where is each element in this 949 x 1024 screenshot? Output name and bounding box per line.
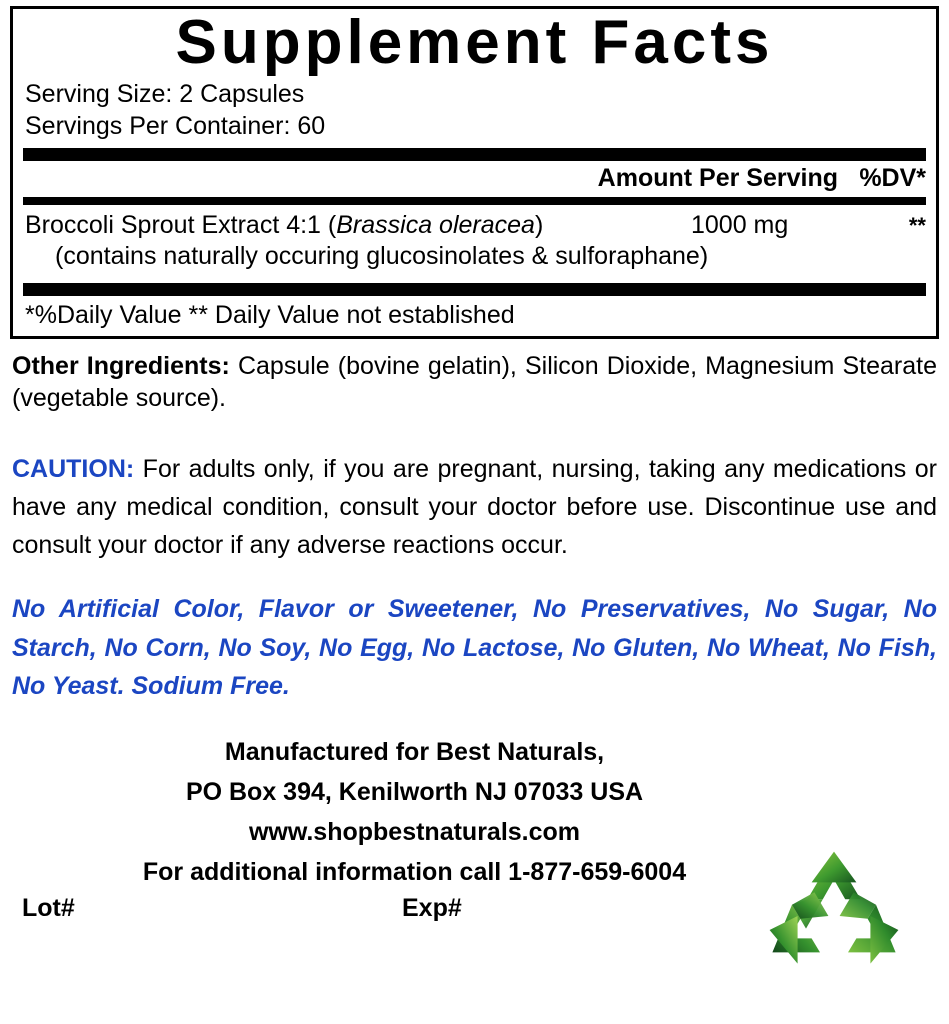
divider-thick-bottom (23, 283, 926, 296)
ingredient-name-latin: Brassica oleracea (336, 211, 535, 240)
amount-header-row (23, 161, 926, 197)
manufacturer-line-1: Manufactured for Best Naturals, (224, 737, 605, 766)
daily-value-header: %DV* (859, 164, 926, 193)
servings-per-container-text: Servings Per Container: 60 (25, 112, 326, 141)
divider-under-header (23, 197, 926, 205)
ingredient-name-suffix: ) (534, 211, 544, 240)
caution-label: CAUTION: (12, 455, 135, 484)
amount-per-serving-header: Amount Per Serving (597, 164, 838, 193)
lot-number-label: Lot# (22, 893, 75, 922)
supplement-facts-title: Supplement Facts (175, 8, 774, 77)
ingredient-subnote: (contains naturally occuring glucosinolates & sulforaphane) (55, 242, 709, 271)
divider-thick-top (23, 148, 926, 161)
ingredient-name (23, 211, 691, 240)
ingredient-row (23, 205, 926, 240)
other-ingredients (12, 351, 937, 414)
caution-statement (12, 450, 937, 564)
ingredient-daily-value: ** (908, 213, 926, 239)
other-ingredients-label: Other Ingredients: (12, 352, 230, 381)
caution-text: For adults only, if you are pregnant, nursing, taking any medications or have any medical condition, consult your doctor before use. Discontinue use and consult your doctor if any adverse reactions occur. (12, 455, 937, 560)
manufacturer-website: www.shopbestnaturals.com (248, 817, 581, 846)
recycle-icon (749, 846, 919, 986)
manufacturer-phone: For additional information call 1-877-659-6004 (142, 857, 687, 886)
free-of-claims: No Artificial Color, Flavor or Sweetener, No Preservatives, No Sugar, No Starch, No Corn, No Soy, No Egg, No Lactose, No Gluten, No Wheat, No Fish, No Yeast. Sodium Free. (12, 595, 937, 701)
ingredient-name-prefix: Broccoli Sprout Extract 4:1 ( (25, 211, 337, 240)
manufacturer-line-2: PO Box 394, Kenilworth NJ 07033 USA (185, 777, 644, 806)
supplement-facts-panel (10, 6, 939, 339)
other-ingredients-text: Capsule (bovine gelatin), Silicon Dioxide, Magnesium Stearate (vegetable source). (12, 352, 937, 412)
ingredient-amount: 1000 mg (691, 211, 789, 240)
serving-size-text: Serving Size: 2 Capsules (25, 80, 305, 109)
daily-value-footnote: *%Daily Value ** Daily Value not established (25, 301, 515, 330)
expiration-label: Exp# (402, 893, 462, 922)
